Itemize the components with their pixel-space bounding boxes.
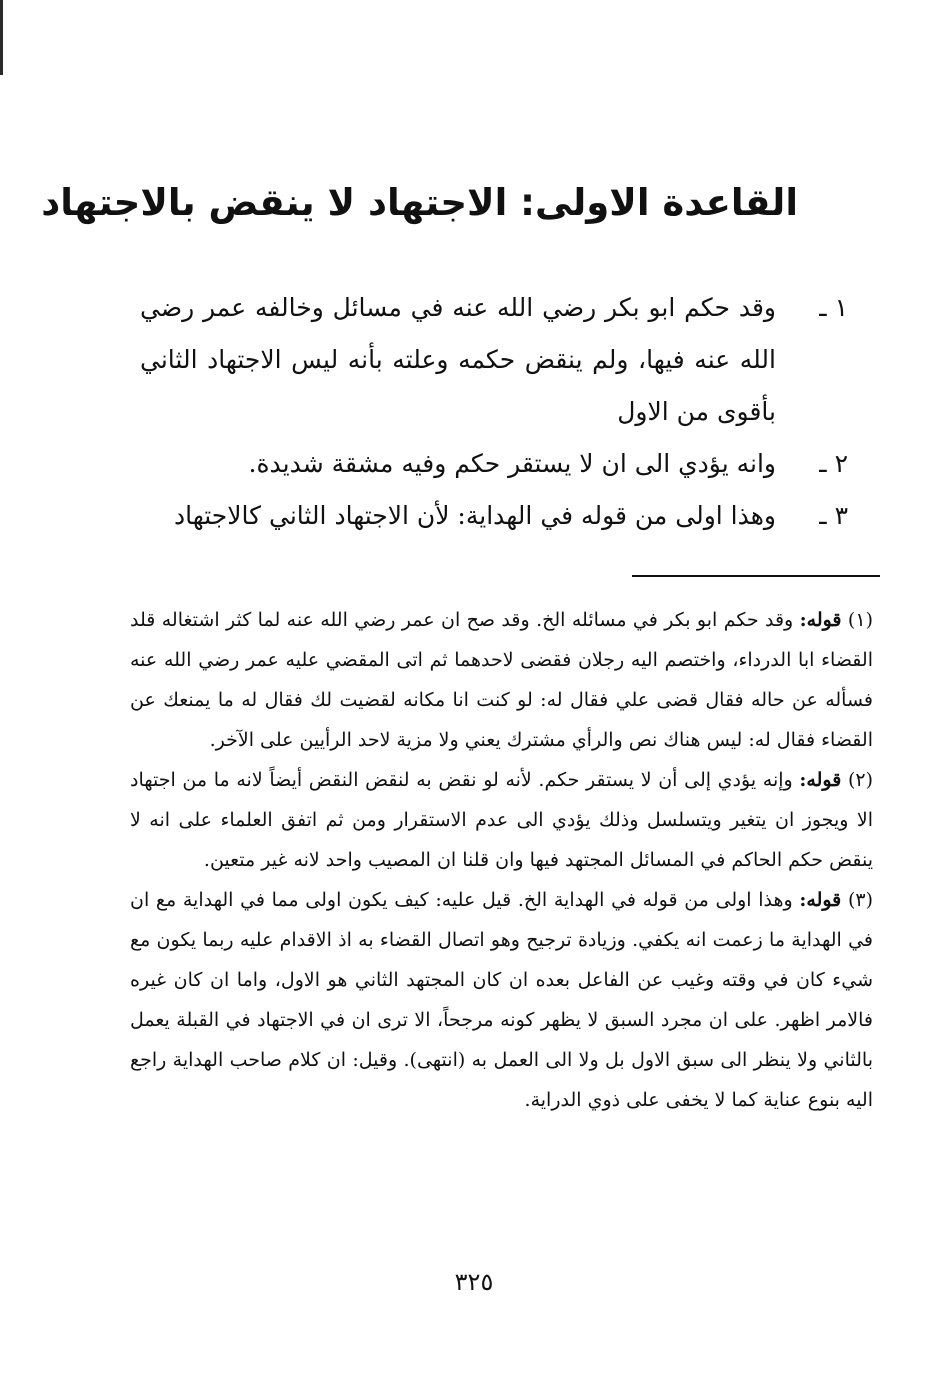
footnote — [130, 760, 873, 880]
page-number: ٣٢٥ — [454, 1268, 494, 1296]
list-item — [140, 438, 848, 490]
footnote-divider — [632, 575, 880, 577]
footnote-keyword: قوله: — [799, 609, 842, 631]
item-number: ٢ ـ — [819, 449, 848, 478]
page-title: القاعدة الاولى: الاجتهاد لا ينقض بالاجتهاد — [41, 181, 798, 224]
footnote — [130, 880, 873, 1120]
footnote-keyword: قوله: — [799, 769, 842, 791]
footnote-number: (٣) — [847, 889, 873, 911]
list-item — [140, 282, 848, 438]
footnotes-section — [130, 600, 873, 1120]
footnote — [130, 600, 873, 760]
item-number: ٣ ـ — [819, 501, 848, 530]
footnote-number: (١) — [847, 609, 873, 631]
footnote-text: وهذا اولى من قوله في الهداية الخ. قيل عليه: كيف يكون اولى مما في الهداية مع ان في الهداية ما زعمت انه يكفي. وزيادة ترجيح وهو اتصال القضاء به اذ الاقدام عليه ربما يكون مع شيء كان في وقته وغيب عن الفاعل بعده ان كان المجتهد الثاني هو الاول، واما ان كان غيره فالامر اظهر. على ان مجرد السبق لا يظهر كونه مرجحاً، الا ترى ان في الاجتهاد في القبلة يعمل بالثاني ولا ينظر الى سبق الاول بل ولا الى العمل به (انتهى). وقيل: ان كلام صاحب الهداية راجع اليه بنوع عناية كما لا يخفى على ذوي الدراية. — [130, 889, 874, 1111]
main-rules-list — [140, 282, 848, 542]
page-edge-line — [0, 0, 3, 75]
item-text: وانه يؤدي الى ان لا يستقر حكم وفيه مشقة شديدة. — [248, 449, 776, 478]
footnote-text: وإنه يؤدي إلى أن لا يستقر حكم. لأنه لو نقض به لنقض النقض أيضاً لانه ما من اجتهاد الا ويجوز ان يتغير ويتسلسل وذلك يؤدي الى عدم الاستقرار ومن ثم اتفق العلماء على انه لا ينقض حكم الحاكم في المسائل المجتهد فيها وان قلنا ان المصيب واحد لانه غير متعين. — [130, 769, 873, 871]
list-item — [140, 490, 848, 542]
item-number: ١ ـ — [819, 293, 848, 322]
footnote-text: وقد حكم ابو بكر في مسائله الخ. وقد صح ان عمر رضي الله عنه لما كثر اشتغاله قلد القضاء ابا الدرداء، واختصم اليه رجلان فقضى لاحدهما ثم اتى المقضي عليه عمر رضي الله عنه فسأله عن حاله فقال قضى علي فقال له: لو كنت انا مكانه لقضيت لك فقال له ما يمنعك عن القضاء فقال له: ليس هناك نص والرأي مشترك يعني ولا مزية لاحد الرأيين على الآخر. — [130, 609, 873, 751]
item-text: وقد حكم ابو بكر رضي الله عنه في مسائل وخالفه عمر رضي الله عنه فيها، ولم ينقض حكمه وعلته بأنه ليس الاجتهاد الثاني بأقوى من الاول — [140, 293, 776, 426]
footnote-keyword: قوله: — [799, 889, 842, 911]
footnote-number: (٢) — [847, 769, 874, 791]
item-text: وهذا اولى من قوله في الهداية: لأن الاجتهاد الثاني كالاجتهاد — [173, 501, 776, 530]
